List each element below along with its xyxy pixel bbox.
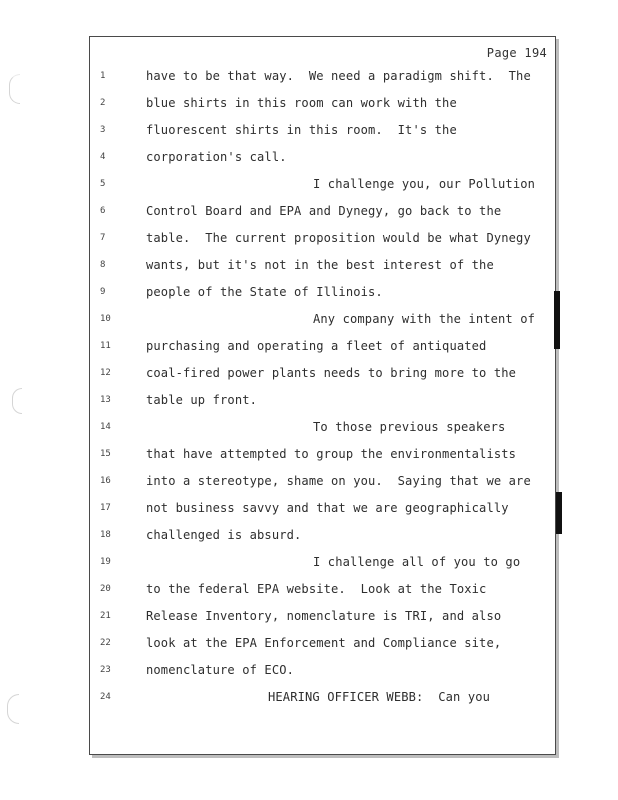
line-number: 18 <box>100 530 111 540</box>
line-number: 16 <box>100 476 111 486</box>
line-number: 17 <box>100 503 111 513</box>
scan-artifact-arc <box>7 694 19 724</box>
transcript-line: Any company with the intent of <box>313 312 536 326</box>
line-number: 12 <box>100 368 111 378</box>
line-number: 9 <box>100 287 106 297</box>
transcript-line: look at the EPA Enforcement and Compliance site, <box>146 636 502 650</box>
line-number: 24 <box>100 692 111 702</box>
line-number: 13 <box>100 395 111 405</box>
transcript-line: to the federal EPA website. Look at the Toxic <box>146 582 487 596</box>
line-number: 20 <box>100 584 111 594</box>
transcript-line: I challenge you, our Pollution <box>313 177 536 191</box>
transcript-line: that have attempted to group the environmentalists <box>146 447 517 461</box>
transcript-line: table. The current proposition would be what Dynegy <box>146 231 531 245</box>
line-number: 1 <box>100 71 106 81</box>
transcript-text <box>146 68 551 716</box>
line-number-column <box>90 70 130 718</box>
transcript-line: challenged is absurd. <box>146 528 302 542</box>
line-number: 6 <box>100 206 106 216</box>
transcript-line: blue shirts in this room can work with the <box>146 96 457 110</box>
transcript-line: wants, but it's not in the best interest of the <box>146 258 494 272</box>
transcript-line: have to be that way. We need a paradigm shift. The <box>146 69 531 83</box>
line-number: 21 <box>100 611 111 621</box>
line-number: 3 <box>100 125 106 135</box>
transcript-line: Release Inventory, nomenclature is TRI, and also <box>146 609 502 623</box>
line-number: 14 <box>100 422 111 432</box>
scan-artifact-arc <box>9 74 20 104</box>
transcript-line: not business savvy and that we are geographically <box>146 501 509 515</box>
transcript-line: To those previous speakers <box>313 420 506 434</box>
transcript-line: nomenclature of ECO. <box>146 663 295 677</box>
line-number: 8 <box>100 260 106 270</box>
transcript-line: Control Board and EPA and Dynegy, go back to the <box>146 204 502 218</box>
transcript-page <box>89 36 556 755</box>
line-number: 15 <box>100 449 111 459</box>
transcript-line: into a stereotype, shame on you. Saying that we are <box>146 474 531 488</box>
transcript-line: coal-fired power plants needs to bring more to the <box>146 366 517 380</box>
transcript-line: table up front. <box>146 393 258 407</box>
scan-artifact-bar <box>554 291 560 349</box>
line-number: 11 <box>100 341 111 351</box>
transcript-line: people of the State of Illinois. <box>146 285 383 299</box>
page-number: Page 194 <box>486 46 547 60</box>
line-number: 5 <box>100 179 106 189</box>
transcript-line: corporation's call. <box>146 150 287 164</box>
line-number: 10 <box>100 314 111 324</box>
transcript-line: HEARING OFFICER WEBB: Can you <box>268 690 491 704</box>
scan-artifact-arc <box>12 388 22 414</box>
line-number: 4 <box>100 152 106 162</box>
line-number: 23 <box>100 665 111 675</box>
scan-artifact-bar <box>556 492 562 534</box>
line-number: 22 <box>100 638 111 648</box>
line-number: 19 <box>100 557 111 567</box>
transcript-line: I challenge all of you to go <box>313 555 521 569</box>
transcript-line: purchasing and operating a fleet of antiquated <box>146 339 487 353</box>
line-number: 2 <box>100 98 106 108</box>
line-number: 7 <box>100 233 106 243</box>
transcript-line: fluorescent shirts in this room. It's the <box>146 123 457 137</box>
